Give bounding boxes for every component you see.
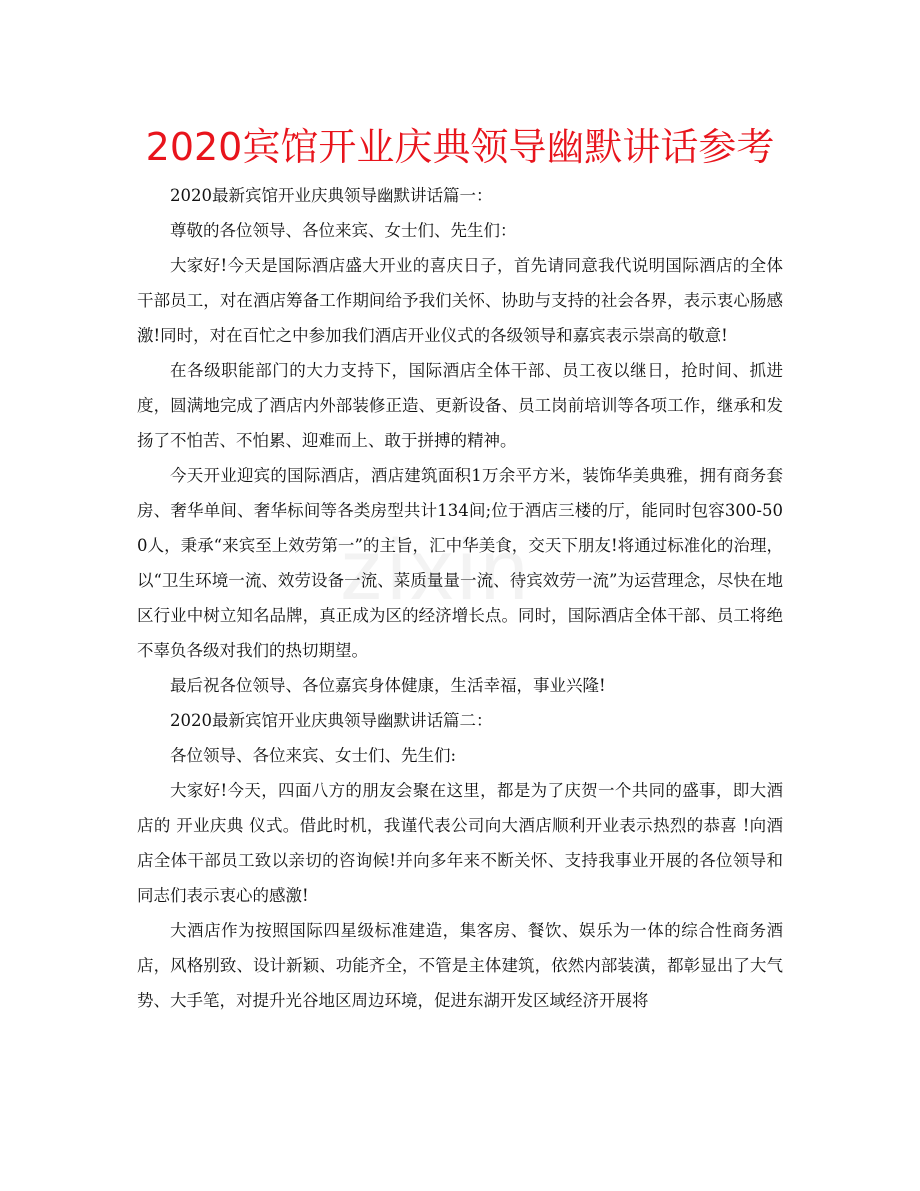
salutation-2: 各位领导、各位来宾、女士们、先生们:: [170, 746, 457, 765]
paragraph: 大酒店作为按照国际四星级标准建造，集客房、餐饮、娱乐为一体的综合性商务酒店，风格别致、设计新颖、功能齐全，不管是主体建筑，依然内部装潢，都彰显出了大气势、大手笔，对提升光谷地区周边环境，促进东湖开发区域经济开展将: [137, 921, 783, 1010]
section-heading-2: 2020最新宾馆开业庆典领导幽默讲话篇二：: [170, 711, 493, 730]
paragraph: 最后祝各位领导、各位嘉宾身体健康，生活幸福，事业兴隆!: [170, 676, 606, 695]
salutation-1: 尊敬的各位领导、各位来宾、女士们、先生们：: [170, 221, 517, 240]
paragraph: 今天开业迎宾的国际酒店，酒店建筑面积1万余平方米，装饰华美典雅，拥有商务套房、奢华单间、奢华标间等各类房型共计134间;位于酒店三楼的厅，能同时包容300-500人，秉承“来宾至上效劳第一”的主旨，汇中华美食，交天下朋友!将通过标准化的治理，以“卫生环境一流、效劳设备一流、菜质量量一流、待宾效劳一流”为运营理念，尽快在地区行业中树立知名品牌，真正成为区的经济增长点。同时，国际酒店全体干部、员工将绝不辜负各级对我们的热切期望。: [137, 466, 783, 660]
watermark: zixin: [340, 522, 533, 618]
paragraph: 在各级职能部门的大力支持下，国际酒店全体干部、员工夜以继日，抢时间、抓进度，圆满地完成了酒店内外部装修正造、更新设备、员工岗前培训等各项工作，继承和发扬了不怕苦、不怕累、迎难而上、敢于拼搏的精神。: [137, 361, 783, 450]
document-title: 2020宾馆开业庆典领导幽默讲话参考: [145, 125, 775, 169]
document-body: [137, 178, 783, 1018]
section-heading-1: 2020最新宾馆开业庆典领导幽默讲话篇一：: [170, 186, 493, 205]
paragraph: 大家好!今天是国际酒店盛大开业的喜庆日子，首先请同意我代说明国际酒店的全体干部员工，对在酒店筹备工作期间给予我们关怀、协助与支持的社会各界，表示衷心肠感激!同时，对在百忙之中参加我们酒店开业仪式的各级领导和嘉宾表示崇高的敬意!: [137, 256, 783, 345]
paragraph: 大家好!今天，四面八方的朋友会聚在这里，都是为了庆贺一个共同的盛事，即大酒店的 开业庆典 仪式。借此时机，我谨代表公司向大酒店顺利开业表示热烈的恭喜 !向酒店全体干部员工致以亲切的咨询候!并向多年来不断关怀、支持我事业开展的各位领导和同志们表示衷心的感激!: [137, 781, 783, 905]
